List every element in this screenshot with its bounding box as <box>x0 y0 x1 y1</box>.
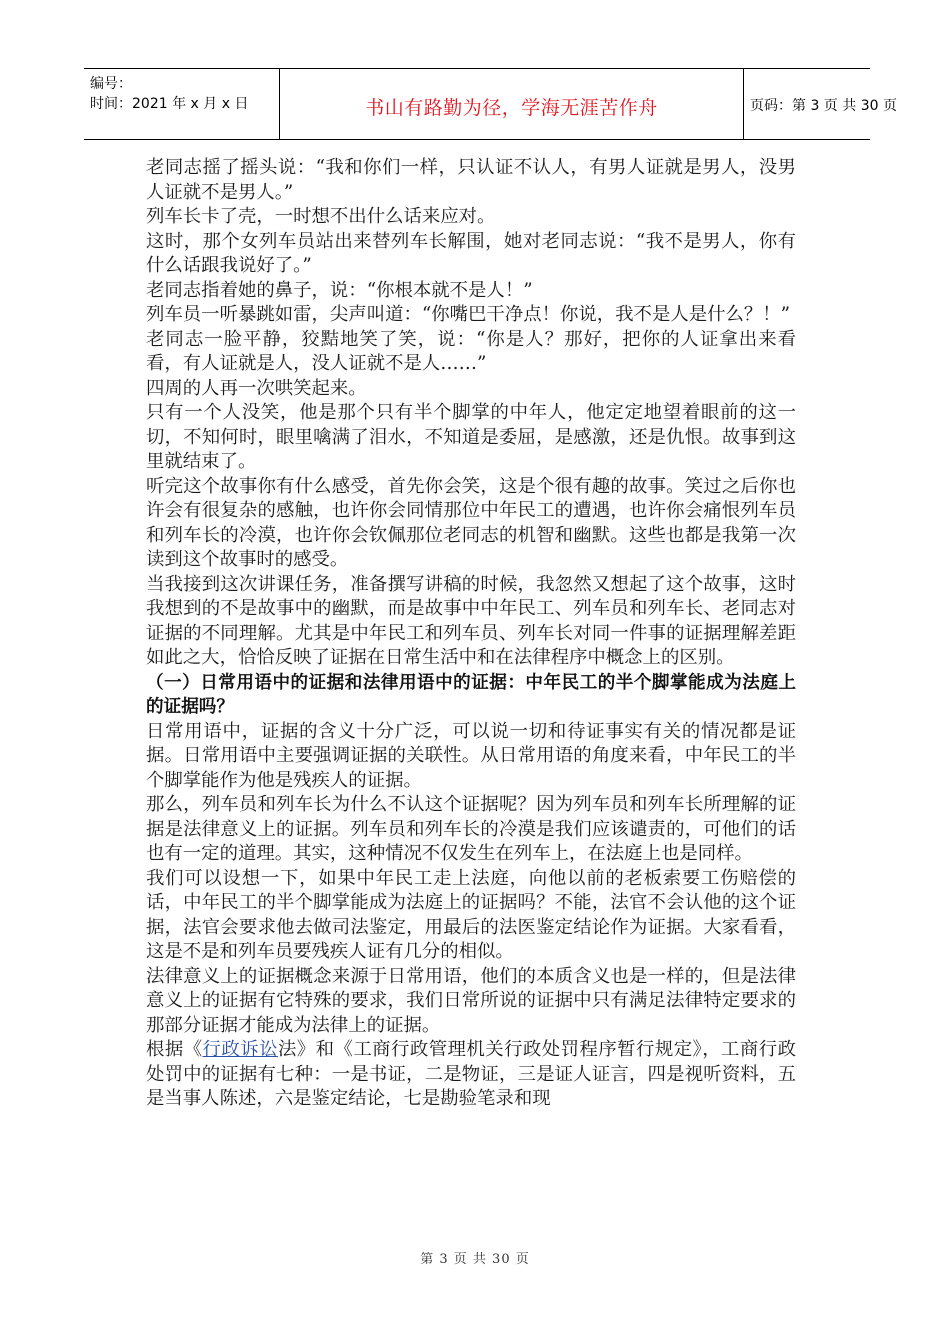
header-page-info: 页码：第 3 页 共 30 页 <box>750 98 897 114</box>
paragraph: 列车长卡了壳，一时想不出什么话来应对。 <box>146 206 496 227</box>
administrative-litigation-link[interactable]: 行政诉讼 <box>202 1039 278 1060</box>
header-page-cell <box>744 69 897 139</box>
header-meta-cell <box>84 69 280 139</box>
paragraph: 当我接到这次讲课任务，准备撰写讲稿的时候，我忽然又想起了这个故事，这时我想到的不是故事中的幽默，而是故事中中年民工、列车员和列车长、老同志对证据的不同理解。尤其是中年民工和列车员、列车长对同一件事的证据理解差距如此之大，恰恰反映了证据在日常生活中和在法律程序中概念上的区别。 <box>146 573 796 668</box>
paragraph-with-link <box>146 1038 796 1112</box>
paragraph: 那么，列车员和列车长为什么不认这个证据呢？因为列车员和列车长所理解的证据是法律意义上的证据。列车员和列车长的冷漠是我们应该谴责的，可他们的话也有一定的道理。其实，这种情况不仅发生在列车上，在法庭上也是同样。 <box>146 794 796 864</box>
document-date-label: 时间：2021 年 x 月 x 日 <box>90 96 249 112</box>
paragraph: 列车员一听暴跳如雷，尖声叫道：“你嘴巴干净点！你说，我不是人是什么？！” <box>146 304 791 325</box>
paragraph: 老同志摇了摇头说：“我和你们一样，只认证不认人，有男人证就是男人，没男人证就不是男人。” <box>146 157 796 203</box>
paragraph-text: 法》和《工商行政管理机关行政处罚程序暂行规定》，工商行政处罚中的证据有七种：一是书证，二是物证，三是证人证言，四是视听资料，五是当事人陈述，六是鉴定结论，七是勘验笔录和现 <box>146 1039 796 1109</box>
paragraph: 我们可以设想一下，如果中年民工走上法庭，向他以前的老板索要工伤赔偿的话，中年民工的半个脚掌能成为法庭上的证据吗？不能，法官不会认他的这个证据，法官会要求他去做司法鉴定，用最后的法医鉴定结论作为证据。大家看看，这是不是和列车员要残疾人证有几分的相似。 <box>146 867 796 962</box>
header-motto-cell <box>280 69 744 139</box>
paragraph: 只有一个人没笑，他是那个只有半个脚掌的中年人，他定定地望着眼前的这一切，不知何时，眼里噙满了泪水，不知道是委屈，是感激，还是仇恨。故事到这里就结束了。 <box>146 402 796 472</box>
page-footer: 第 3 页 共 30 页 <box>420 1252 530 1267</box>
paragraph: 日常用语中，证据的含义十分广泛，可以说一切和待证事实有关的情况都是证据。日常用语中主要强调证据的关联性。从日常用语的角度来看，中年民工的半个脚掌能作为他是残疾人的证据。 <box>146 720 796 791</box>
paragraph: 老同志指着她的鼻子，说：“你根本就不是人！” <box>146 279 533 301</box>
paragraph: 法律意义上的证据概念来源于日常用语，他们的本质含义也是一样的，但是法律意义上的证据有它特殊的要求，我们日常所说的证据中只有满足法律特定要求的那部分证据才能成为法律上的证据。 <box>146 965 796 1036</box>
paragraph: 老同志一脸平静，狡黠地笑了笑，说：“你是人？那好，把你的人证拿出来看看，有人证就是人，没人证就不是人……” <box>146 328 796 374</box>
page-header <box>84 68 897 140</box>
paragraph-text: 根据《 <box>146 1039 203 1060</box>
document-body <box>146 156 796 1112</box>
paragraph: 四周的人再一次哄笑起来。 <box>146 377 367 399</box>
paragraph: 这时，那个女列车员站出来替列车长解围，她对老同志说：“我不是男人，你有什么话跟我说好了。” <box>146 230 796 276</box>
header-motto: 书山有路勤为径，学海无涯苦作舟 <box>365 97 658 119</box>
document-number-label: 编号： <box>90 76 132 92</box>
section-heading: （一）日常用语中的证据和法律用语中的证据：中年民工的半个脚掌能成为法庭上的证据吗？ <box>146 672 796 717</box>
paragraph: 听完这个故事你有什么感受，首先你会笑，这是个很有趣的故事。笑过之后你也许会有很复杂的感触，也许你会同情那位中年民工的遭遇，也许你会痛恨列车员和列车长的冷漠，也许你会钦佩那位老同志的机智和幽默。这些也都是我第一次读到这个故事时的感受。 <box>146 475 796 570</box>
